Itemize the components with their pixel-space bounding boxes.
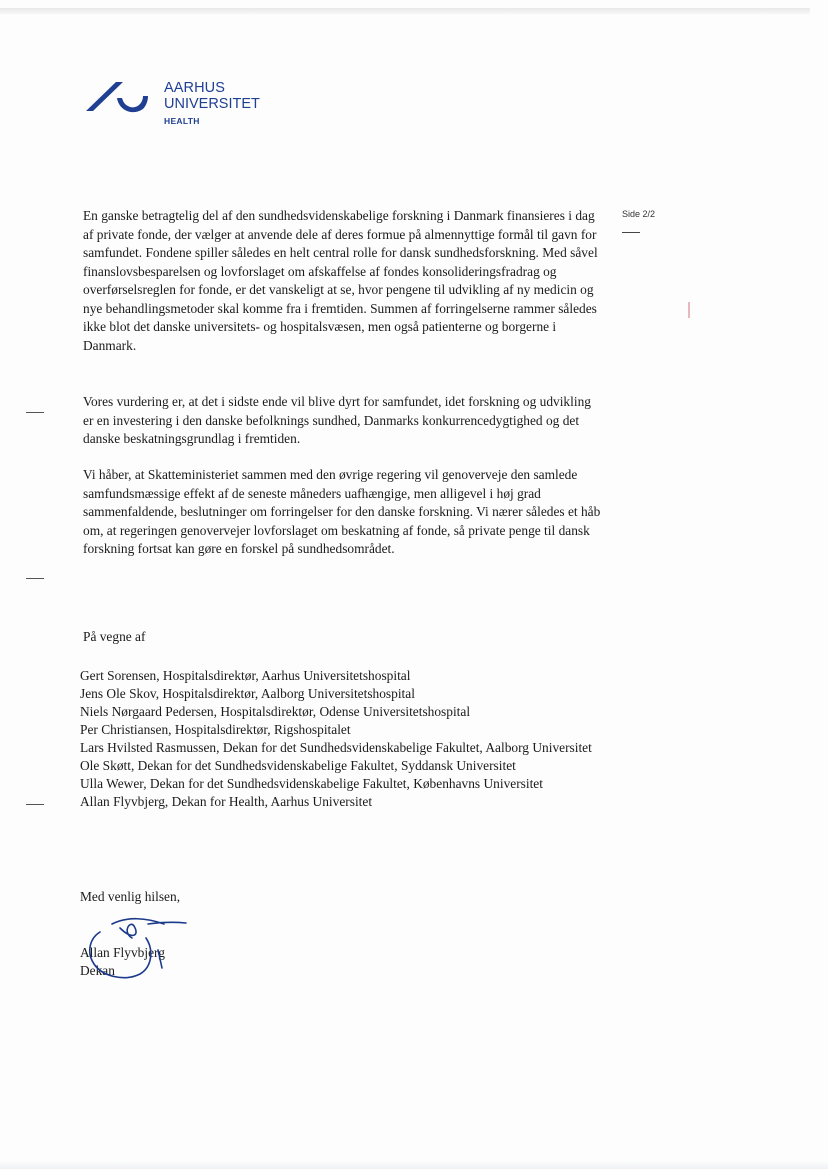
signatory-item: Gert Sorensen, Hospitalsdirektør, Aarhus Universitetshospital <box>80 668 411 683</box>
signer-title: Dekan <box>80 963 115 978</box>
signer-name: Allan Flyvbjerg <box>80 945 165 960</box>
body-paragraph-3: Vi håber, at Skatteministeriet sammen med den øvrige regering vil genoverveje den samlede samfundsmæssige effekt af de seneste måneders uafhængige, men alligevel i høj grad sammenfaldende, beslutninger om forringelser for den danske forskning. Vi nærer således et håb om, at regeringen genovervejer lovforslaget om beskatning af fonde, så private penge til dansk forskning fortsat kan gøre en forskel på sundhedsområdet. <box>83 467 601 556</box>
margin-fold-mark <box>26 804 44 805</box>
scan-top-edge <box>0 8 810 14</box>
scan-bottom-edge <box>0 1161 828 1169</box>
logo-line-health: HEALTH <box>164 116 200 126</box>
signatory-item: Jens Ole Skov, Hospitalsdirektør, Aalborg Universitetshospital <box>80 686 415 701</box>
page-number: Side 2/2 <box>622 209 656 219</box>
page-number-rule <box>622 232 640 233</box>
logo-line-universitet: UNIVERSITET <box>164 96 260 112</box>
scan-speck <box>688 302 690 318</box>
logo-wordmark <box>164 80 260 127</box>
closing-salutation: Med venlig hilsen, <box>80 889 181 904</box>
signatory-item: Ole Skøtt, Dekan for det Sundhedsvidenskabelige Fakultet, Syddansk Universitet <box>80 758 516 773</box>
signatory-item: Ulla Wewer, Dekan for det Sundhedsvidenskabelige Fakultet, Københavns Universitet <box>80 776 543 791</box>
body-paragraph-2: Vores vurdering er, at det i sidste ende vil blive dyrt for samfundet, idet forskning og udvikling er en investering i den danske befolknings sundhed, Danmarks konkurrencedygtighed og det danske beskatningsgrundlag i fremtiden. <box>83 394 591 446</box>
body-paragraph-1: En ganske betragtelig del af den sundhedsvidenskabelige forskning i Danmark finansieres i dag af private fonde, der vælger at anvende dele af deres formue på almennyttige formål til gavn for samfundet. Fondene spiller således en helt central rolle for dansk sundhedsforskning. Med såvel finanslovsbesparelsen og lovforslaget om afskaffelse af fondes konsolideringsfradrag og overførselsreglen for fonde, er det vanskeligt at se, hvor pengene til udvikling af ny medicin og nye behandlingsmetoder skal komme fra i fremtiden. Summen af forringelserne rammer således ikke blot det danske universitets- og hospitalsvæsen, men også patienterne og borgerne i Danmark. <box>83 208 598 353</box>
logo-line-aarhus: AARHUS <box>164 80 226 96</box>
au-logo-mark-icon <box>86 78 152 118</box>
signatory-item: Lars Hvilsted Rasmussen, Dekan for det Sundhedsvidenskabelige Fakultet, Aalborg Universitet <box>80 740 592 755</box>
signatory-item: Allan Flyvbjerg, Dekan for Health, Aarhus Universitet <box>80 794 373 809</box>
signatory-list <box>80 667 600 811</box>
signatory-item: Niels Nørgaard Pedersen, Hospitalsdirektør, Odense Universitetshospital <box>80 704 471 719</box>
on-behalf-label: På vegne af <box>83 629 146 644</box>
margin-fold-mark <box>26 578 44 579</box>
margin-fold-mark <box>26 412 44 413</box>
handwritten-signature <box>72 910 192 990</box>
signatory-item: Per Christiansen, Hospitalsdirektør, Rigshospitalet <box>80 722 351 737</box>
